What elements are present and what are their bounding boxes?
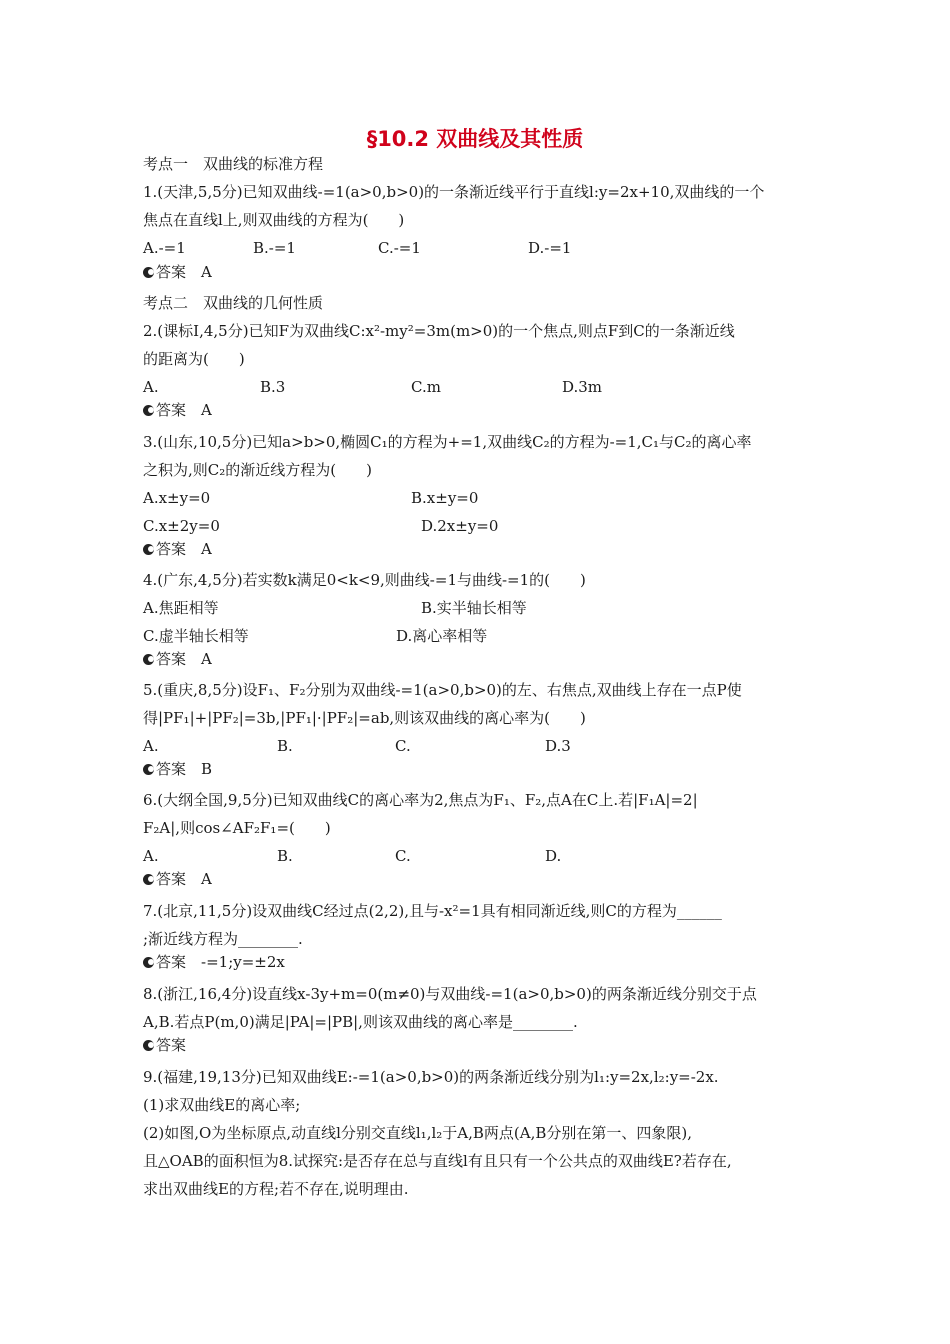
question-8-answer (143, 1035, 186, 1055)
question-1-line-1: 1.(天津,5,5分)已知双曲线-=1(a>0,b>0)的一条渐近线平行于直线l:y=2x+10,双曲线的一个 (143, 183, 765, 201)
answer-icon (143, 957, 154, 968)
question-7-answer (143, 952, 285, 972)
section-heading-2: 考点二 双曲线的几何性质 (143, 294, 324, 312)
question-6-line-1: 6.(大纲全国,9,5分)已知双曲线C的离心率为2,焦点为F₁、F₂,点A在C上.若|F₁A|=2| (143, 791, 698, 809)
question-3-line-2: 之积为,则C₂的渐近线方程为( ) (143, 461, 372, 479)
question-5-line-1: 5.(重庆,8,5分)设F₁、F₂分别为双曲线-=1(a>0,b>0)的左、右焦点,双曲线上存在一点P使 (143, 681, 742, 699)
question-5-line-2: 得|PF₁|+|PF₂|=3b,|PF₁|·|PF₂|=ab,则该双曲线的离心率为( ) (143, 709, 586, 727)
question-5-option-b: B. (277, 737, 293, 755)
answer-value: -=1;y=±2x (201, 953, 285, 971)
question-5-option-c: C. (395, 737, 411, 755)
page-title: §10.2 双曲线及其性质 (366, 127, 584, 151)
question-6-option-c: C. (395, 847, 411, 865)
question-9-line-5: 求出双曲线E的方程;若不存在,说明理由. (143, 1180, 409, 1198)
question-2-option-a: A. (143, 378, 159, 396)
question-9-line-3: (2)如图,O为坐标原点,动直线l分别交直线l₁,l₂于A,B两点(A,B分别在第一、四象限), (143, 1124, 692, 1142)
question-2-line-2: 的距离为( ) (143, 350, 245, 368)
answer-value: B (201, 760, 213, 778)
answer-value: A (201, 650, 212, 668)
question-1-answer (143, 262, 212, 282)
section-heading-1: 考点一 双曲线的标准方程 (143, 155, 324, 173)
question-5-answer (143, 759, 212, 779)
question-2-option-d: D.3m (562, 378, 603, 396)
question-3-line-1: 3.(山东,10,5分)已知a>b>0,椭圆C₁的方程为+=1,双曲线C₂的方程为-=1,C₁与C₂的离心率 (143, 433, 752, 451)
question-6-option-a: A. (143, 847, 159, 865)
question-4-line-1: 4.(广东,4,5分)若实数k满足0<k<9,则曲线-=1与曲线-=1的( ) (143, 571, 586, 589)
question-2-option-c: C.m (411, 378, 441, 396)
question-7-line-1: 7.(北京,11,5分)设双曲线C经过点(2,2),且与-x²=1具有相同渐近线,则C的方程为______ (143, 902, 722, 920)
answer-icon (143, 874, 154, 885)
question-8-line-1: 8.(浙江,16,4分)设直线x-3y+m=0(m≠0)与双曲线-=1(a>0,b>0)的两条渐近线分别交于点 (143, 985, 757, 1003)
question-8-line-2: A,B.若点P(m,0)满足|PA|=|PB|,则该双曲线的离心率是________. (143, 1013, 578, 1031)
answer-icon (143, 405, 154, 416)
question-9-line-4: 且△OAB的面积恒为8.试探究:是否存在总与直线l有且只有一个公共点的双曲线E?若存在, (143, 1152, 732, 1170)
question-1-option-a: A.-=1 (143, 239, 186, 257)
question-6-answer (143, 869, 212, 889)
question-4-answer (143, 649, 212, 669)
question-1-option-c: C.-=1 (378, 239, 421, 257)
question-4-option-d: D.离心率相等 (396, 627, 488, 645)
answer-label: 答案 (156, 870, 187, 888)
question-3-option-b: B.x±y=0 (411, 489, 479, 507)
question-7-line-2: ;渐近线方程为________. (143, 930, 303, 948)
question-3-option-d: D.2x±y=0 (421, 517, 499, 535)
answer-label: 答案 (156, 760, 187, 778)
question-4-option-c: C.虚半轴长相等 (143, 627, 249, 645)
question-5-option-d: D.3 (545, 737, 571, 755)
answer-value: A (201, 263, 212, 281)
answer-icon (143, 654, 154, 665)
answer-label: 答案 (156, 650, 187, 668)
answer-value: A (201, 401, 212, 419)
question-1-option-b: B.-=1 (253, 239, 296, 257)
answer-value: A (201, 870, 212, 888)
question-3-option-c: C.x±2y=0 (143, 517, 220, 535)
answer-label: 答案 (156, 953, 187, 971)
question-2-option-b: B.3 (260, 378, 286, 396)
question-4-option-a: A.焦距相等 (143, 599, 219, 617)
question-1-option-d: D.-=1 (528, 239, 572, 257)
question-1-line-2: 焦点在直线l上,则双曲线的方程为( ) (143, 211, 405, 229)
question-9-line-1: 9.(福建,19,13分)已知双曲线E:-=1(a>0,b>0)的两条渐近线分别为l₁:y=2x,l₂:y=-2x. (143, 1068, 719, 1086)
answer-icon (143, 267, 154, 278)
question-3-option-a: A.x±y=0 (143, 489, 211, 507)
question-3-answer (143, 539, 212, 559)
answer-icon (143, 764, 154, 775)
question-2-line-1: 2.(课标Ⅰ,4,5分)已知F为双曲线C:x²-my²=3m(m>0)的一个焦点,则点F到C的一条渐近线 (143, 322, 735, 340)
question-2-answer (143, 400, 212, 420)
question-9-line-2: (1)求双曲线E的离心率; (143, 1096, 301, 1114)
question-5-option-a: A. (143, 737, 159, 755)
answer-icon (143, 1040, 154, 1051)
question-6-option-b: B. (277, 847, 293, 865)
answer-label: 答案 (156, 1036, 187, 1054)
answer-label: 答案 (156, 540, 187, 558)
question-6-option-d: D. (545, 847, 562, 865)
answer-label: 答案 (156, 263, 187, 281)
answer-value: A (201, 540, 212, 558)
question-6-line-2: F₂A|,则cos∠AF₂F₁=( ) (143, 819, 331, 837)
answer-icon (143, 544, 154, 555)
question-4-option-b: B.实半轴长相等 (421, 599, 527, 617)
answer-label: 答案 (156, 401, 187, 419)
